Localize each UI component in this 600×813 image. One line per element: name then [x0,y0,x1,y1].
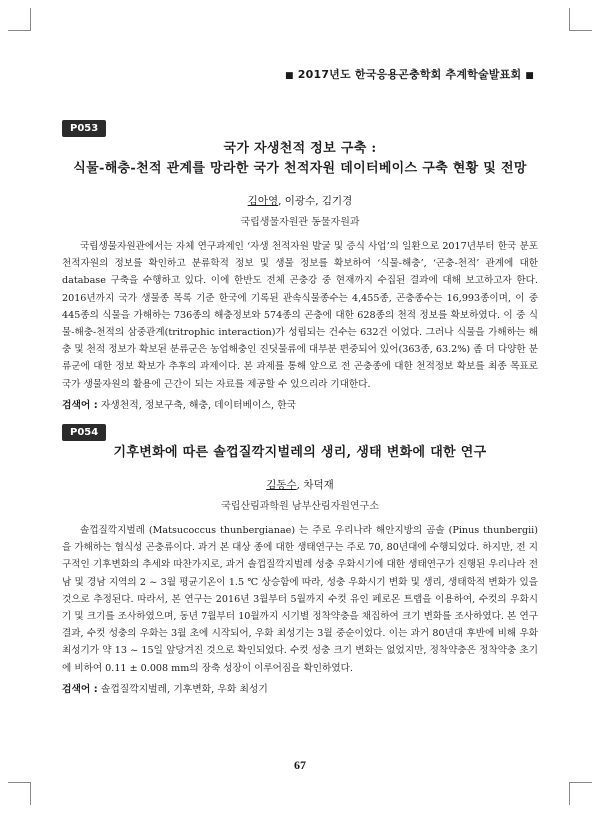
keywords [62,397,538,411]
paper-code-badge: P054 [62,424,106,441]
keywords-text: 자생천적, 정보구축, 해충, 데이터베이스, 한국 [97,399,297,411]
author-list [62,477,538,492]
paper-title [62,139,538,179]
crop-mark-bottom-right [569,782,592,805]
paper-title-line: 기후변화에 따른 솔껍질깍지벌레의 생리, 생태 변화에 대한 연구 [113,445,487,460]
author-list [62,193,538,208]
affiliation: 국립산림과학원 남부산림자원연구소 [221,501,379,512]
keywords-text: 솔껍질깍지벌레, 기후변화, 우화 최성기 [97,683,268,695]
square-marker-icon: ■ [525,71,534,81]
presenting-author: 김동수 [266,479,297,491]
abstract-entry [62,116,538,411]
paper-title-line: 식물-해충-천적 관계를 망라한 국가 천적자원 데이터베이스 구축 현황 및 전망 [73,161,527,176]
co-authors: , 차덕재 [296,479,334,491]
keywords-label: 검색어 : [62,399,98,411]
crop-mark-top-left [8,8,31,31]
abstract-body: 국립생물자원관에서는 자체 연구과제인 ‘자생 천적자원 발굴 및 증식 사업’의 일환으로 2017년부터 한국 분포 천적자원의 정보를 확인하고 분류학적 정보 및 생물 정보를 확보하여 ‘식물-해충’, ‘곤충-천적’ 관계에 대한 database 구축을 수행하고 있다. 이에 한반도 전체 곤충강 중 현재까지 수집된 결과에 대해 보고하고자 한다. 2016년까지 국가 생물종 목록 기준 한국에 기록된 관속식물종수는 4,455종, 곤충종수는 16,993종이며, 이 중 445종의 식물을 가해하는 736종의 해충정보와 574종의 곤충에 대한 628종의 천적 정보를 확보하였다. 이 중 식물-해충-천적의 삼중관계(tritrophic interaction)가 성립되는 건수는 632건 이었다. 그러나 식물을 가해하는 해충 및 천적 정보가 확보된 분류군은 농업해충인 진딧물류에 대부분 편중되어 있어(363종, 63.2%) 좀 더 다양한 분류군에 대한 정보 확보가 추후의 과제이다. 본 과제를 통해 앞으로 전 곤충종에 대한 천적정보 확보를 최종 목표로 국가 생물자원의 활용에 근간이 되는 자료를 제공할 수 있으리라 기대한다. [62,241,538,390]
presenting-author: 김아영 [247,195,279,207]
crop-mark-bottom-left [8,782,31,805]
page-number: 67 [294,758,306,772]
co-authors: , 이광수, 김기경 [278,195,353,207]
keywords [62,681,538,695]
running-header-text: 2017년도 한국응용곤충학회 추계학술발표회 [297,68,522,81]
abstract-entry [62,420,538,695]
paper-title-line: 국가 자생천적 정보 구축 : [223,141,377,156]
affiliation: 국립생물자원관 동물자원과 [240,217,360,228]
paper-title [62,443,538,463]
paper-code-badge: P053 [62,120,106,137]
abstract-body: 솔껍질깍지벌레 (Matsucoccus thunbergianae) 는 주로 우리나라 해안지방의 곰솔 (Pinus thunbergii) 을 가해하는 협식성 곤충류이다. 과거 본 대상 종에 대한 생태연구는 주로 70, 80년대에 수행되었다. 하지만, 전 지구적인 기후변화의 추세와 따찬가지로, 과거 솔껍질깍지벌레 성충 우화시기에 대한 생태연구가 진행된 우리나라 전남 및 경남 지역의 2 ~ 3월 평균기온이 1.5 ℃ 상승함에 따라, 성충 우화시기 변화 및 생리, 생태학적 변화가 있을 것으로 추정된다. 따라서, 본 연구는 2016년 3월부터 5월까지 수컷 유인 페로몬 트랩을 이용하여, 수컷의 우화시기 및 크기를 조사하였으며, 동년 7월부터 10월까지 시기별 정착약충을 채집하여 크기 변화를 조사하였다. 본 연구 결과, 수컷 성충의 우화는 3월 초에 시작되어, 우화 최성기는 3월 중순이었다. 이는 과거 80년대 후반에 비해 우화 최성기가 약 13 ~ 15일 앞당겨진 것으로 확인되었다. 수컷 성충 크기 변화는 없었지만, 정착약충은 정착약충 초기에 비하여 0.11 ± 0.008 mm의 장축 성장이 이루어짐을 확인하였다. [62,525,538,674]
running-header [62,66,538,82]
square-marker-icon: ■ [285,71,294,81]
crop-mark-top-right [569,8,592,31]
keywords-label: 검색어 : [62,683,98,695]
